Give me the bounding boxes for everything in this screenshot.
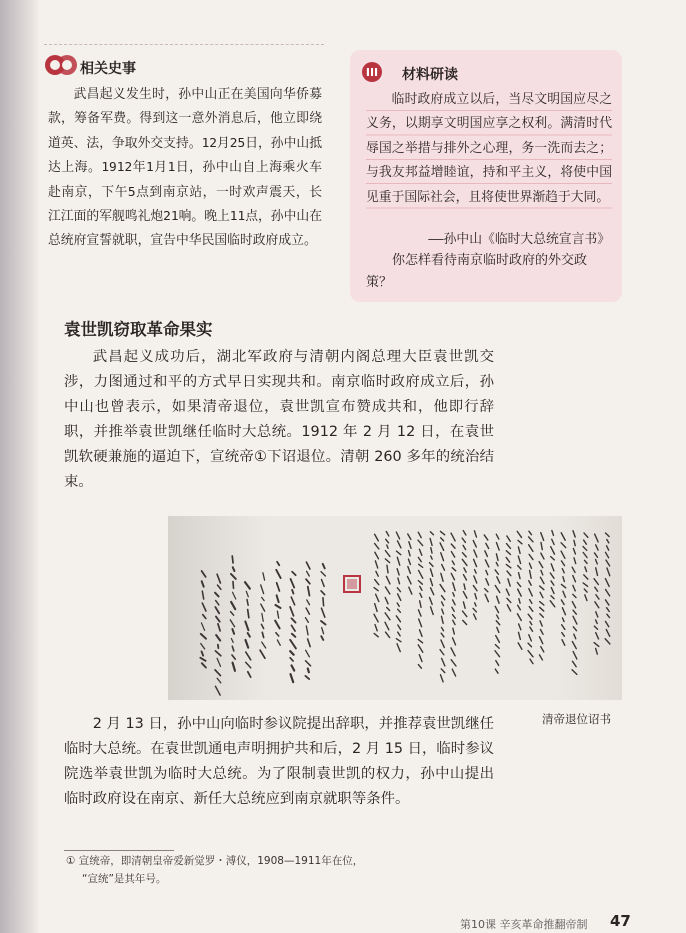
material-quote: 临时政府成立以后，当尽文明国应尽之义务，以期享文明国应享之权利。满清时代辱国之举措与排外之心理，务一洗而去之；与我友邦益增睦谊，持和平主义，将使中国见重于国际社会，且将使世界渐趋于大同。 — [366, 88, 612, 210]
material-number-badge: III — [362, 62, 382, 82]
quote-source: ——孙中山《临时大总统宣言书》 — [428, 232, 610, 247]
edict-calligraphy-drawing — [168, 516, 622, 700]
page-binding-shadow — [0, 0, 40, 933]
running-title: 第10课 辛亥革命推翻帝制 — [460, 918, 588, 931]
page-number: 47 — [610, 912, 631, 930]
abdication-edict-image — [168, 516, 622, 700]
material-study-title: 材料研读 — [402, 67, 458, 83]
body-paragraph-1: 武昌起义成功后，湖北军政府与清朝内阁总理大臣袁世凯交涉，力图通过和平的方式早日实现共和。南京临时政府成立后，孙中山也曾表示，如果清帝退位，袁世凯宣布赞成共和，他即行辞职，并推举袁世凯继任临时大总统。1912 年 2 月 12 日，在袁世凯软硬兼施的逼迫下，宣统帝①下诏退位。清朝 260 多年的统治结束。 — [64, 349, 494, 490]
footnote-line-1: ① 宣统帝，即清朝皇帝爱新觉罗・溥仪，1908—1911年在位， — [66, 855, 364, 867]
body-paragraph-2: 2 月 13 日，孙中山向临时参议院提出辞职，并推荐袁世凯继任临时大总统。在袁世凯通电声明拥护共和后，2 月 15 日，临时参议院选举袁世凯为临时大总统。为了限制袁世凯的权力，孙中山提出临时政府设在南京、新任大总统应到南京就职等条件。 — [64, 716, 494, 807]
related-history-title: 相关史事 — [80, 61, 136, 77]
study-question: 你怎样看待南京临时政府的外交政策？ — [366, 253, 588, 290]
related-history-badge-icon — [44, 51, 80, 79]
section-heading: 袁世凯窃取革命果实 — [64, 320, 213, 339]
related-history-box — [44, 44, 324, 280]
footnote — [66, 852, 426, 888]
image-caption: 清帝退位诏书 — [542, 712, 611, 726]
related-history-text: 武昌起义发生时，孙中山正在美国向华侨募款，筹备军费。得到这一意外消息后，他立即绕道英、法，争取外交支持。12月25日，孙中山抵达上海。1912年1月1日，孙中山自上海乘火车赴南京，下午5点到南京站，一时欢声震天，长江江面的军舰鸣礼炮21响。晚上11点，孙中山在总统府宣誓就职，宣告中华民国临时政府成立。 — [48, 87, 322, 249]
footnote-divider — [64, 850, 174, 851]
material-study-box — [350, 50, 622, 302]
footnote-line-2: “宣统”是其年号。 — [82, 873, 167, 885]
